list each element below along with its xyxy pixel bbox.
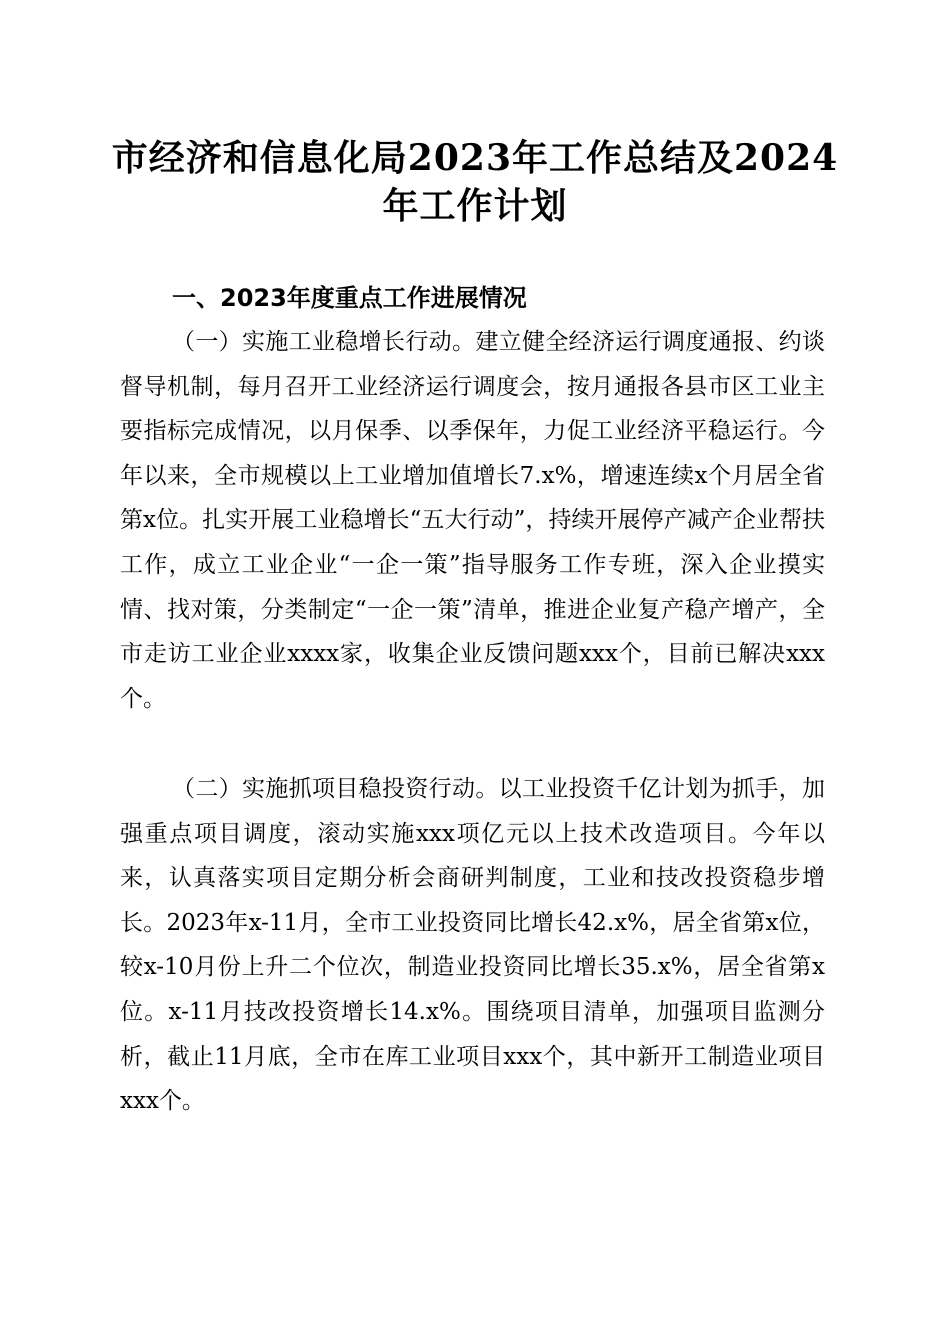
paragraph-industrial-growth: （一）实施工业稳增长行动。建立健全经济运行调度通报、约谈督导机制，每月召开工业经济运行调度会，按月通报各县市区工业主要指标完成情况，以月保季、以季保年，力促工业经济平稳运行。今年以来，全市规模以上工业增加值增长7.x%，增速连续x个月居全省第x位。扎实开展工业稳增长“五大行动”，持续开展停产减产企业帮扶工作，成立工业企业“一企一策”指导服务工作专班，深入企业摸实情、找对策，分类制定“一企一策”清单，推进企业复产稳产增产，全市走访工业企业xxxx家，收集企业反馈问题xxx个，目前已解决xxx个。 — [120, 329, 825, 712]
section-heading: 一、2023年度重点工作进展情况 — [172, 284, 527, 312]
document-title: 市经济和信息化局2023年工作总结及2024年工作计划 — [111, 137, 839, 227]
paragraph-project-investment: （二）实施抓项目稳投资行动。以工业投资千亿计划为抓手，加强重点项目调度，滚动实施xxx项亿元以上技术改造项目。今年以来，认真落实项目定期分析会商研判制度，工业和技改投资稳步增长。2023年x-11月，全市工业投资同比增长42.x%，居全省第x位，较x-10月份上升二个位次，制造业投资同比增长35.x%，居全省第x位。x-11月技改投资增长14.x%。围绕项目清单，加强项目监测分析，截止11月底，全市在库工业项目xxx个，其中新开工制造业项目xxx个。 — [120, 776, 825, 1115]
